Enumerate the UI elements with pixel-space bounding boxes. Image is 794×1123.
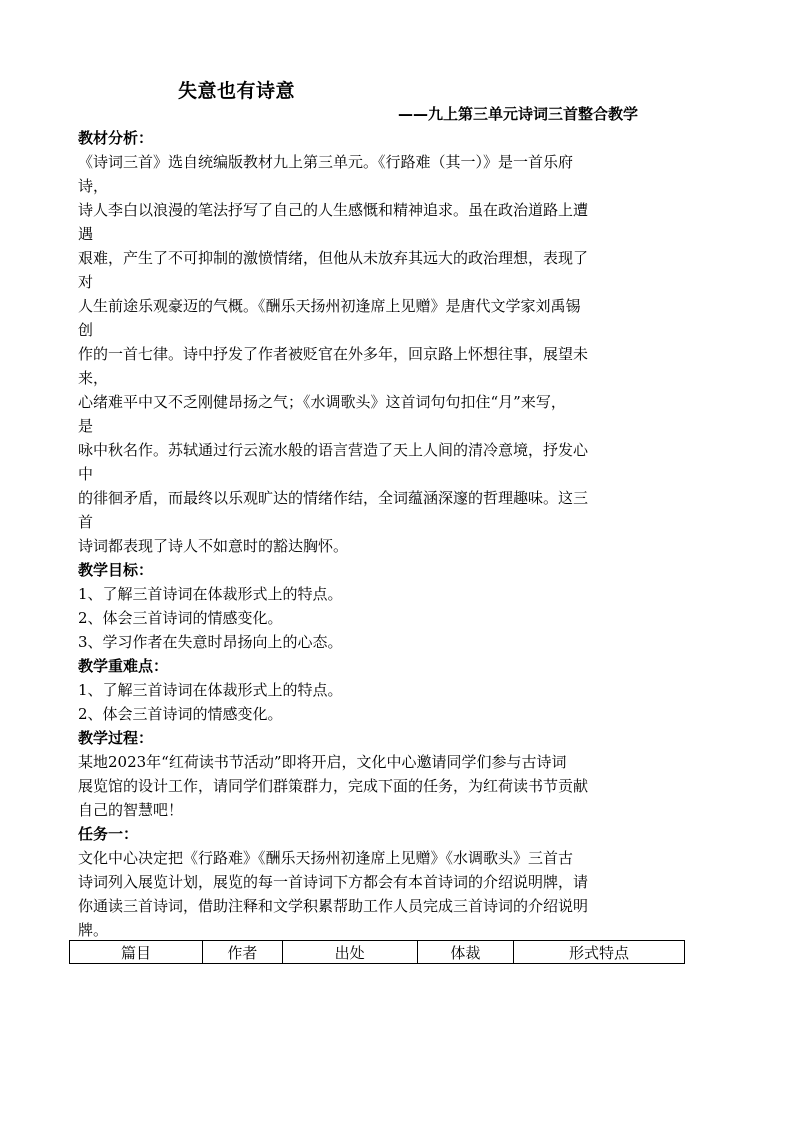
- document-body: [78, 126, 718, 942]
- text-line: 遇: [78, 225, 94, 243]
- document-title: 失意也有诗意: [178, 80, 296, 102]
- text-line: 诗词都表现了诗人不如意时的豁达胸怀。: [78, 537, 349, 555]
- table-header-row: [70, 941, 685, 964]
- text-line: 作的一首七律。诗中抒发了作者被贬官在外多年，回京路上怀想往事，展望未: [78, 345, 589, 363]
- poem-info-table: [69, 940, 685, 964]
- text-line: 诗，: [78, 177, 109, 195]
- text-line: 的徘徊矛盾，而最终以乐观旷达的情绪作结，全词蕴涵深邃的哲理趣味。这三: [78, 489, 589, 507]
- section-heading-task1: 任务一：: [78, 825, 139, 843]
- list-item: 3、学习作者在失意时昂扬向上的心态。: [78, 633, 343, 651]
- text-line: 展览馆的设计工作，请同学们群策群力，完成下面的任务，为红荷读书节贡献: [78, 777, 589, 795]
- section-heading-goals: 教学目标：: [78, 561, 154, 579]
- task1-paragraph: [78, 846, 718, 942]
- text-line: 是: [78, 417, 94, 435]
- text-line: 自己的智慧吧！: [78, 801, 184, 819]
- text-line: 中: [78, 465, 94, 483]
- text-line: 咏中秋名作。苏轼通过行云流水般的语言营造了天上人间的清冷意境，抒发心: [78, 441, 589, 459]
- text-line: 心绪难平中又不乏刚健昂扬之气；《水调歌头》这首词句句扣住“月”来写，: [78, 393, 566, 411]
- list-item: 1、了解三首诗词在体裁形式上的特点。: [78, 585, 343, 603]
- goals-list: [78, 582, 718, 654]
- section-heading-analysis: 教材分析：: [78, 129, 154, 147]
- table-header-cell: 作者: [203, 941, 283, 964]
- table-header-cell: 体裁: [417, 941, 513, 964]
- text-line: 艰难，产生了不可抑制的激愤情绪，但他从未放弃其远大的政治理想，表现了: [78, 249, 589, 267]
- text-line: 诗人李白以浪漫的笔法抒写了自己的人生感慨和精神追求。虽在政治道路上遭: [78, 201, 589, 219]
- document-subtitle: ——九上第三单元诗词三首整合教学: [398, 105, 639, 123]
- table-header-cell: 出处: [282, 941, 417, 964]
- analysis-paragraph: [78, 150, 718, 558]
- section-heading-key-points: 教学重难点：: [78, 657, 169, 675]
- key-points-list: [78, 678, 718, 726]
- text-line: 首: [78, 513, 94, 531]
- text-line: 创: [78, 321, 94, 339]
- text-line: 牌。: [78, 921, 109, 939]
- section-heading-process: 教学过程：: [78, 729, 154, 747]
- text-line: 《诗词三首》选自统编版教材九上第三单元。《行路难（其一）》是一首乐府: [78, 153, 574, 171]
- text-line: 你通读三首诗词，借助注释和文学积累帮助工作人员完成三首诗词的介绍说明: [78, 897, 589, 915]
- process-paragraph: [78, 750, 718, 822]
- text-line: 某地2023年“红荷读书节活动”即将开启，文化中心邀请同学们参与古诗词: [78, 753, 567, 771]
- table-header-cell: 形式特点: [514, 941, 685, 964]
- text-line: 诗词列入展览计划，展览的每一首诗词下方都会有本首诗词的介绍说明牌，请: [78, 873, 589, 891]
- text-line: 人生前途乐观豪迈的气概。《酬乐天扬州初逢席上见赠》是唐代文学家刘禹锡: [78, 297, 581, 315]
- list-item: 2、体会三首诗词的情感变化。: [78, 609, 283, 627]
- list-item: 1、了解三首诗词在体裁形式上的特点。: [78, 681, 343, 699]
- text-line: 对: [78, 273, 94, 291]
- list-item: 2、体会三首诗词的情感变化。: [78, 705, 283, 723]
- table-header-cell: 篇目: [70, 941, 203, 964]
- text-line: 文化中心决定把《行路难》《酬乐天扬州初逢席上见赠》《水调歌头》三首古: [78, 849, 574, 867]
- text-line: 来，: [78, 369, 109, 387]
